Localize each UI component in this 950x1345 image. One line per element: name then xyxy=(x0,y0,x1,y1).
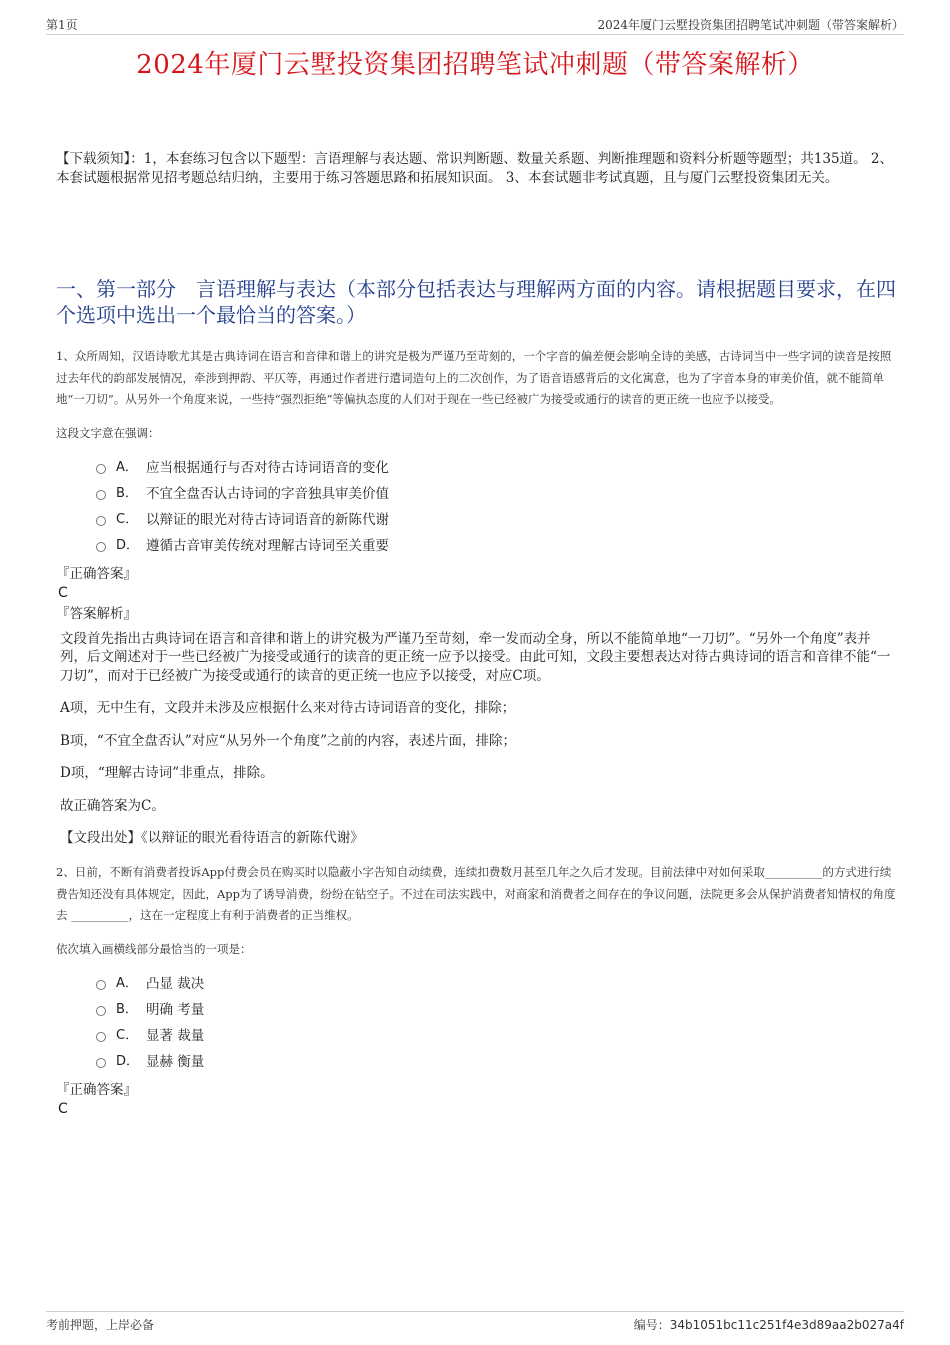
question-1-answer-label: 『正确答案』 xyxy=(56,565,137,582)
footer-code-value: 34b1051bc11c251f4e3d89aa2b027a4f xyxy=(669,1318,904,1332)
question-1-analysis xyxy=(60,630,896,816)
section-heading: 一、第一部分 言语理解与表达（本部分包括表达与理解两方面的内容。请根据题目要求，在四个选项中选出一个最恰当的答案。） xyxy=(56,277,896,327)
option-text: 凸显 裁决 xyxy=(146,975,205,992)
question-1-option-a[interactable] xyxy=(96,455,898,481)
option-letter: D． xyxy=(116,1053,140,1069)
question-1-options xyxy=(96,455,898,559)
option-text: 显著 裁量 xyxy=(146,1027,205,1044)
option-text: 遵循古音审美传统对理解古诗词至关重要 xyxy=(146,537,389,554)
option-letter: C． xyxy=(116,1027,139,1043)
option-letter: D． xyxy=(116,537,140,553)
document-title: 2024年厦门云墅投资集团招聘笔试冲刺题（带答案解析） xyxy=(136,50,814,80)
question-2-answer: C xyxy=(58,1100,68,1117)
option-letter: A． xyxy=(116,459,138,475)
option-text: 应当根据通行与否对待古诗词语音的变化 xyxy=(146,459,389,476)
footer-code-label: 编号： xyxy=(633,1318,670,1332)
question-2-option-c[interactable] xyxy=(96,1023,898,1049)
option-text: 以辩证的眼光对待古诗词语音的新陈代谢 xyxy=(146,511,389,528)
option-letter: C． xyxy=(116,511,139,527)
radio-icon[interactable] xyxy=(96,980,106,990)
analysis-paragraph: D项，“理解古诗词”非重点，排除。 xyxy=(60,765,274,781)
header-doc-name: 2024年厦门云墅投资集团招聘笔试冲刺题（带答案解析） xyxy=(597,18,904,32)
question-1 xyxy=(56,346,898,848)
analysis-paragraph: 故正确答案为C。 xyxy=(60,797,165,814)
radio-icon[interactable] xyxy=(96,490,106,500)
question-1-source: 【文段出处】《以辩证的眼光看待语言的新陈代谢》 xyxy=(60,830,364,846)
option-text: 显赫 衡量 xyxy=(146,1053,205,1070)
analysis-paragraph: 文段首先指出古典诗词在语言和音律和谐上的讲究极为严谨乃至苛刻，牵一发而动全身，所以不能简单地“一刀切”。“另外一个角度”表并列，后文阐述对于一些已经被广为接受或通行的读音的更正统一应予以接受。由此可知，文段主要想表达对待古典诗词的语言和音律不能“一刀切”，而对于已经被广为接受或通行的读音的更正统一也应予以接受，对应C项。 xyxy=(60,630,891,684)
analysis-paragraph: B项，“不宜全盘否认”对应“从另外一个角度”之前的内容，表述片面，排除； xyxy=(60,732,517,749)
radio-icon[interactable] xyxy=(96,542,106,552)
question-2 xyxy=(56,862,898,1119)
question-2-options xyxy=(96,971,898,1075)
question-2-answer-label: 『正确答案』 xyxy=(56,1081,137,1098)
question-1-option-b[interactable] xyxy=(96,481,898,507)
question-2-prompt: 依次填入画横线部分最恰当的一项是： xyxy=(56,941,252,956)
footer-code xyxy=(634,1316,904,1333)
radio-icon[interactable] xyxy=(96,1032,106,1042)
question-1-option-c[interactable] xyxy=(96,507,898,533)
analysis-paragraph: A项，无中生有，文段并未涉及应根据什么来对待古诗词语音的变化，排除； xyxy=(60,700,516,716)
option-text: 不宜全盘否认古诗词的字音独具审美价值 xyxy=(146,485,389,502)
page-header xyxy=(46,14,904,35)
question-2-option-a[interactable] xyxy=(96,971,898,997)
radio-icon[interactable] xyxy=(96,1058,106,1068)
option-letter: B． xyxy=(116,485,138,501)
question-2-text: 2、日前，不断有消费者投诉App付费会员在购买时以隐蔽小字告知自动续费，连续扣费数月甚至几年之久后才发现。目前法律中对如何采取__________的方式进行续费告知还没有具体规定，因此，App为了诱导消费，纷纷在钻空子。不过在司法实践中，对商家和消费者之间存在的争议问题，法院更多会从保护消费者知情权的角度去 __________，这在一定程度上有利于消费者的正当维权。 xyxy=(56,865,896,922)
question-1-prompt: 这段文字意在强调： xyxy=(56,425,160,440)
footer-slogan: 考前押题，上岸必备 xyxy=(46,1318,155,1332)
option-text: 明确 考量 xyxy=(146,1001,205,1018)
option-letter: A． xyxy=(116,975,138,991)
question-1-option-d[interactable] xyxy=(96,533,898,559)
question-2-option-d[interactable] xyxy=(96,1049,898,1075)
radio-icon[interactable] xyxy=(96,516,106,526)
radio-icon[interactable] xyxy=(96,464,106,474)
download-notice: 【下载须知】：1，本套练习包含以下题型：言语理解与表达题、常识判断题、数量关系题、判断推理题和资料分析题等题型；共135道。 2、本套试题根据常见招考题总结归纳，主要用于练习答题思路和拓展知识面。 3、本套试题非考试真题，且与厦门云墅投资集团无关。 xyxy=(56,151,893,186)
questions-container xyxy=(56,346,898,1121)
question-1-analysis-label: 『答案解析』 xyxy=(56,605,137,622)
page-footer xyxy=(46,1311,904,1338)
radio-icon[interactable] xyxy=(96,1006,106,1016)
option-letter: B． xyxy=(116,1001,138,1017)
question-1-text: 1、众所周知，汉语诗歌尤其是古典诗词在语言和音律和谐上的讲究是极为严谨乃至苛刻的，一个字音的偏差便会影响全诗的美感，古诗词当中一些字词的读音是按照过去年代的韵部发展情况，牵涉到押韵、平仄等，再通过作者进行遣词造句上的二次创作，为了语音语感背后的文化寓意，也为了字音本身的审美价值，就不能简单地“一刀切”。从另外一个角度来说，一些持“强烈拒绝”等偏执态度的人们对于现在一些已经被广为接受或通行的读音的更正统一也应予以接受。 xyxy=(56,349,892,406)
page-number: 第1页 xyxy=(46,18,78,32)
question-2-option-b[interactable] xyxy=(96,997,898,1023)
question-1-answer: C xyxy=(58,584,68,601)
